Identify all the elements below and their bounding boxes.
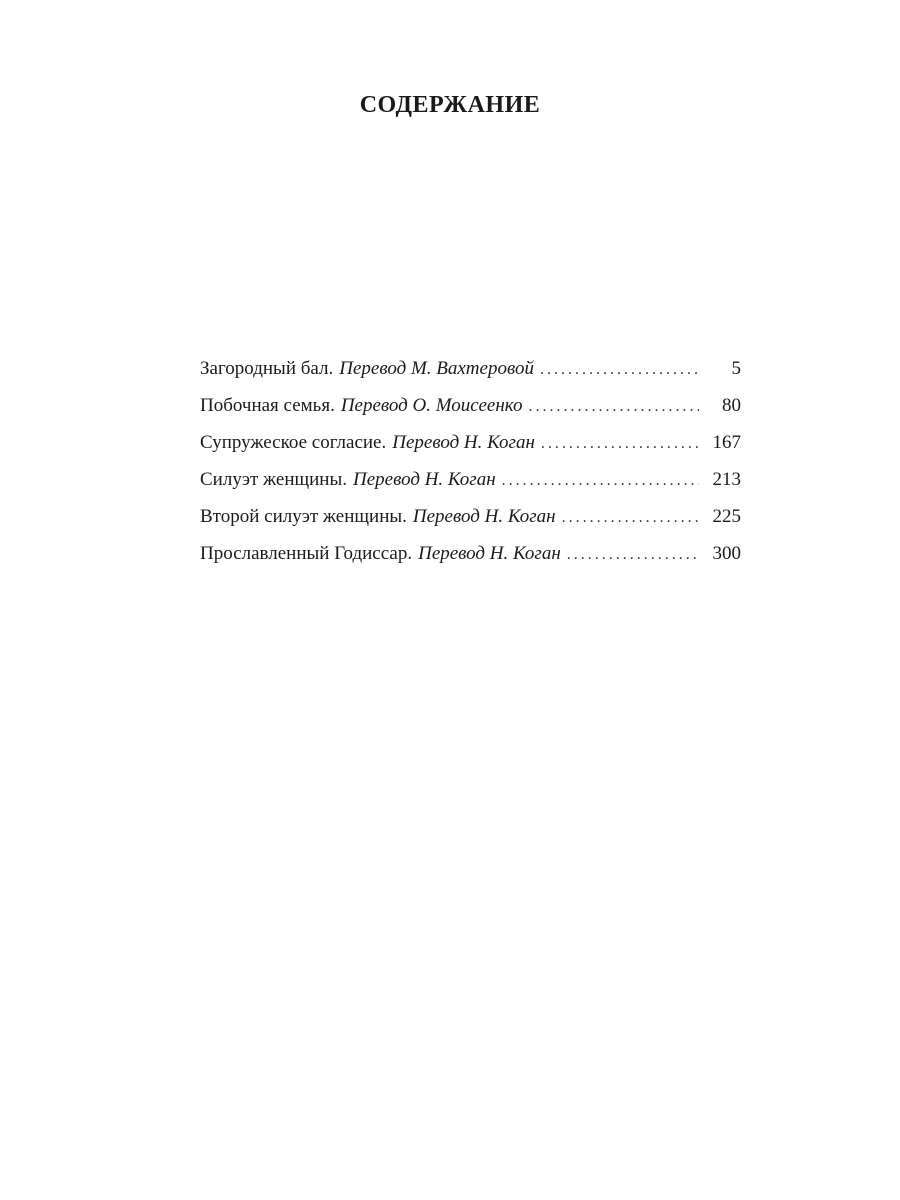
toc-entry-title: Силуэт женщины. bbox=[200, 469, 347, 490]
dot-leader bbox=[562, 503, 699, 532]
toc-entry-page: 167 bbox=[712, 432, 741, 453]
toc-entry-title: Второй силуэт женщины. bbox=[200, 506, 407, 527]
toc-entry[interactable] bbox=[200, 355, 741, 392]
dot-leader bbox=[502, 466, 699, 495]
toc-entry-title: Побочная семья. bbox=[200, 395, 335, 416]
dot-leader bbox=[567, 540, 699, 569]
toc-entry-translator: Перевод О. Моисеенко bbox=[340, 395, 523, 416]
toc-entry-page: 80 bbox=[722, 395, 741, 416]
toc-entry[interactable] bbox=[200, 466, 741, 503]
toc-entry-title: Загородный бал. bbox=[200, 358, 334, 379]
toc-entry-title: Прославленный Годиссар. bbox=[200, 543, 413, 564]
toc-entry[interactable] bbox=[200, 540, 741, 577]
dot-leader bbox=[528, 392, 699, 421]
toc-entry-title: Супружеское согласие. bbox=[200, 432, 387, 453]
toc-entry-translator: Перевод Н. Коган bbox=[392, 432, 535, 453]
toc-entry[interactable] bbox=[200, 503, 741, 540]
toc-entry-translator: Перевод Н. Коган bbox=[412, 506, 556, 527]
table-of-contents bbox=[200, 355, 741, 577]
dot-leader bbox=[540, 355, 699, 384]
toc-entry-page: 213 bbox=[712, 469, 741, 490]
toc-entry[interactable] bbox=[200, 429, 741, 466]
toc-entry-translator: Перевод М. Вахтеровой bbox=[339, 358, 534, 379]
toc-entry-translator: Перевод Н. Коган bbox=[418, 543, 561, 564]
toc-entry[interactable] bbox=[200, 392, 741, 429]
toc-entry-translator: Перевод Н. Коган bbox=[353, 469, 496, 490]
toc-entry-page: 225 bbox=[712, 506, 741, 527]
toc-entry-page: 300 bbox=[712, 543, 741, 564]
toc-entry-page: 5 bbox=[731, 358, 741, 379]
page-title: СОДЕРЖАНИЕ bbox=[359, 92, 541, 118]
dot-leader bbox=[541, 429, 699, 458]
